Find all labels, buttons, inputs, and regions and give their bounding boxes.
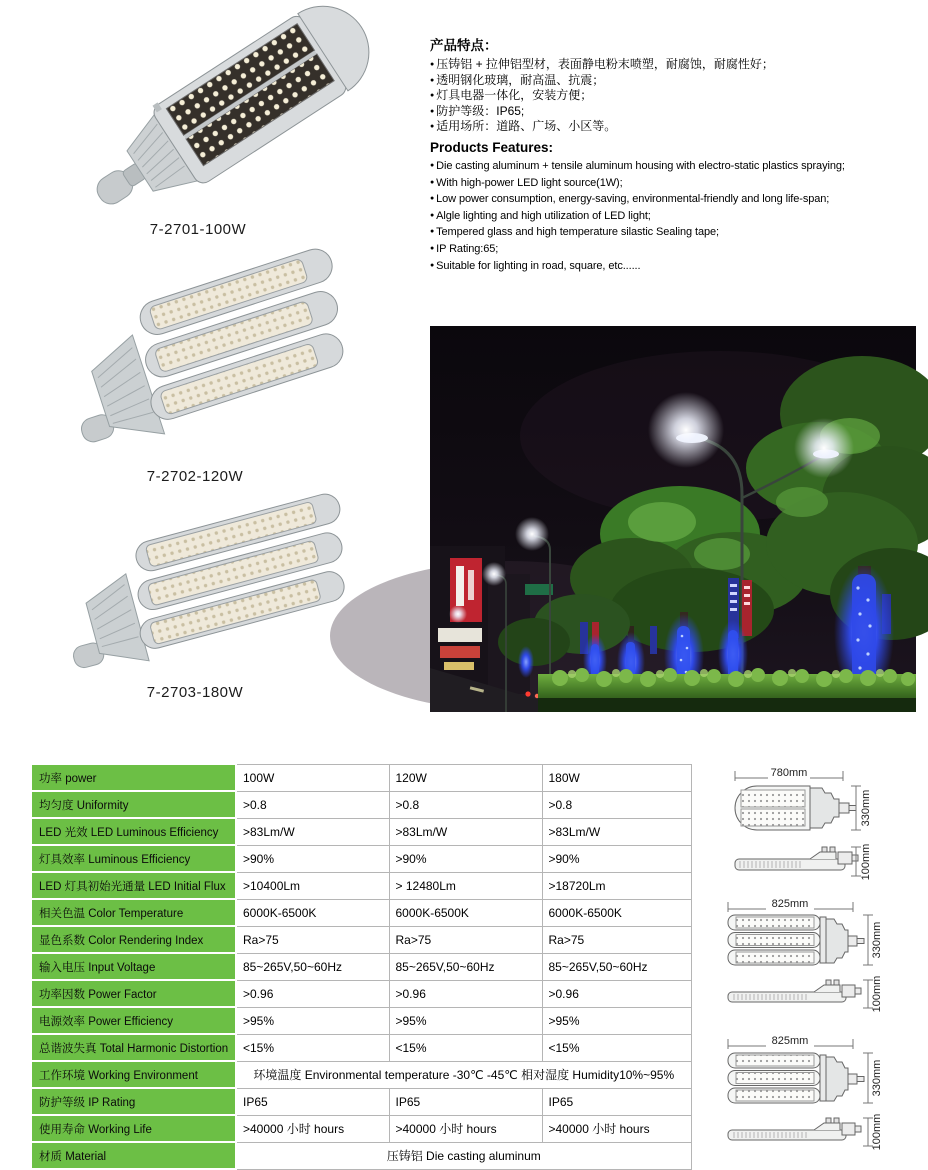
- dim-height-label: 330mm: [871, 1059, 883, 1097]
- spec-value: >95%: [542, 1007, 691, 1034]
- dim-side-height-label: 100mm: [871, 1113, 883, 1151]
- product-photo-100w: [68, 4, 400, 216]
- spec-value: 6000K-6500K: [389, 899, 542, 926]
- spec-value-merged: 压铸铝 Die casting aluminum: [236, 1142, 691, 1169]
- product-model-label: 7-2701-100W: [149, 221, 247, 238]
- spec-value: >40000 小时 hours: [542, 1115, 691, 1142]
- spec-value: >40000 小时 hours: [389, 1115, 542, 1142]
- spec-value: >0.8: [236, 791, 389, 818]
- spec-value: 85~265V,50~60Hz: [389, 953, 542, 980]
- features-en-title: Products Features:: [430, 139, 554, 155]
- spec-label: 功率 power: [31, 764, 236, 791]
- spec-value: 85~265V,50~60Hz: [236, 953, 389, 980]
- feature-item: ● 适用场所：道路、广场、小区等。: [430, 119, 928, 135]
- spec-label: 总谐波失真 Total Harmonic Distortion: [31, 1034, 236, 1061]
- table-row: [31, 1115, 691, 1142]
- dimension-diagram-120w: [710, 893, 928, 1021]
- table-row: [31, 1034, 691, 1061]
- feature-item: ● With high-power LED light source(1W);: [430, 175, 928, 192]
- spec-value: 6000K-6500K: [542, 899, 691, 926]
- spec-value: IP65: [542, 1088, 691, 1115]
- feature-item: ● 灯具电器一体化，安装方便；: [430, 88, 928, 104]
- spec-table-section: [30, 763, 692, 1170]
- features-cn-list: [430, 57, 928, 135]
- dim-height-label: 330mm: [871, 921, 883, 959]
- spec-value: >0.96: [542, 980, 691, 1007]
- spec-value: >95%: [389, 1007, 542, 1034]
- dim-side-height-label: 100mm: [871, 975, 883, 1013]
- feature-item: ● Low power consumption, energy-saving, environmental-friendly and long life-span;: [430, 191, 928, 208]
- spec-value: >0.8: [389, 791, 542, 818]
- table-row: [31, 791, 691, 818]
- features-cn-title: 产品特点：: [430, 38, 498, 53]
- product-photo-180w: [60, 508, 366, 680]
- table-row: [31, 953, 691, 980]
- spec-value: >0.8: [542, 791, 691, 818]
- spec-value: >10400Lm: [236, 872, 389, 899]
- spec-label: 均匀度 Uniformity: [31, 791, 236, 818]
- feature-item: ● Tempered glass and high temperature silastic Sealing tape;: [430, 224, 928, 241]
- spec-label: 相关色温 Color Temperature: [31, 899, 236, 926]
- spec-value: Ra>75: [389, 926, 542, 953]
- spec-label: 功率因数 Power Factor: [31, 980, 236, 1007]
- feature-item: ● 防护等级：IP65;: [430, 104, 928, 120]
- spec-value: >90%: [542, 845, 691, 872]
- spec-value: >40000 小时 hours: [236, 1115, 389, 1142]
- table-row: [31, 818, 691, 845]
- table-row: [31, 980, 691, 1007]
- spec-table: [30, 763, 692, 1170]
- dim-width-label: 825mm: [771, 898, 809, 910]
- spec-value: <15%: [542, 1034, 691, 1061]
- spec-value: >83Lm/W: [389, 818, 542, 845]
- spec-value: >90%: [389, 845, 542, 872]
- dim-width-label: 825mm: [771, 1035, 809, 1047]
- spec-label: 显色系数 Color Rendering Index: [31, 926, 236, 953]
- feature-item: ● 透明钢化玻璃，耐高温、抗震；: [430, 73, 928, 89]
- product-model-label: 7-2703-180W: [146, 684, 244, 701]
- spec-label: 材质 Material: [31, 1142, 236, 1169]
- spec-value: 180W: [542, 764, 691, 791]
- dimension-diagram-180w: [710, 1028, 928, 1156]
- table-row: [31, 872, 691, 899]
- spec-label: 灯具效率 Luminous Efficiency: [31, 845, 236, 872]
- spec-value: Ra>75: [542, 926, 691, 953]
- spec-value-merged: 环境温度 Environmental temperature -30℃ -45℃ 相对湿度 Humidity10%~95%: [236, 1061, 691, 1088]
- spec-value: >83Lm/W: [236, 818, 389, 845]
- table-row: [31, 926, 691, 953]
- table-row: [31, 1088, 691, 1115]
- feature-item: ● Suitable for lighting in road, square, etc......: [430, 258, 928, 275]
- hedge: [538, 668, 916, 712]
- spec-label: 工作环境 Working Environment: [31, 1061, 236, 1088]
- table-row: [31, 899, 691, 926]
- spec-value: 6000K-6500K: [236, 899, 389, 926]
- feature-item: ● 压铸铝 + 拉伸铝型材，表面静电粉末喷塑，耐腐蚀，耐腐性好；: [430, 57, 928, 73]
- spec-value: <15%: [236, 1034, 389, 1061]
- feature-item: ● Die casting aluminum + tensile aluminum housing with electro-static plastics spraying;: [430, 158, 928, 175]
- table-row: [31, 764, 691, 791]
- spec-label: LED 光效 LED Luminous Efficiency: [31, 818, 236, 845]
- spec-value: >95%: [236, 1007, 389, 1034]
- street-night-photo-svg: [430, 326, 916, 712]
- spec-value: 85~265V,50~60Hz: [542, 953, 691, 980]
- table-row: [31, 1061, 691, 1088]
- spec-label: 电源效率 Power Efficiency: [31, 1007, 236, 1034]
- product-photo-120w: [64, 256, 370, 462]
- spec-label: 防护等级 IP Rating: [31, 1088, 236, 1115]
- spec-value: >90%: [236, 845, 389, 872]
- street-night-photo: [430, 326, 916, 712]
- spec-value: Ra>75: [236, 926, 389, 953]
- dimension-diagram-100w: [710, 762, 928, 890]
- dim-height-label: 330mm: [860, 789, 872, 827]
- feature-item: ● IP Rating:65;: [430, 241, 928, 258]
- spec-value: 120W: [389, 764, 542, 791]
- spec-value: 100W: [236, 764, 389, 791]
- table-row: [31, 845, 691, 872]
- spec-value: <15%: [389, 1034, 542, 1061]
- spec-value: IP65: [389, 1088, 542, 1115]
- spec-label: 使用寿命 Working Life: [31, 1115, 236, 1142]
- spec-label: 输入电压 Input Voltage: [31, 953, 236, 980]
- dim-width-label: 780mm: [770, 767, 808, 779]
- spec-value: >18720Lm: [542, 872, 691, 899]
- feature-item: ● Algle lighting and high utilization of LED light;: [430, 208, 928, 225]
- features-en-list: [430, 158, 928, 274]
- table-row: [31, 1142, 691, 1169]
- features-section: [430, 34, 928, 274]
- spec-value: >0.96: [236, 980, 389, 1007]
- spec-value: >83Lm/W: [542, 818, 691, 845]
- product-model-label: 7-2702-120W: [146, 468, 244, 485]
- table-row: [31, 1007, 691, 1034]
- spec-value: >0.96: [389, 980, 542, 1007]
- spec-value: IP65: [236, 1088, 389, 1115]
- spec-label: LED 灯具初始光通量 LED Initial Flux: [31, 872, 236, 899]
- dim-side-height-label: 100mm: [860, 843, 872, 881]
- spec-value: > 12480Lm: [389, 872, 542, 899]
